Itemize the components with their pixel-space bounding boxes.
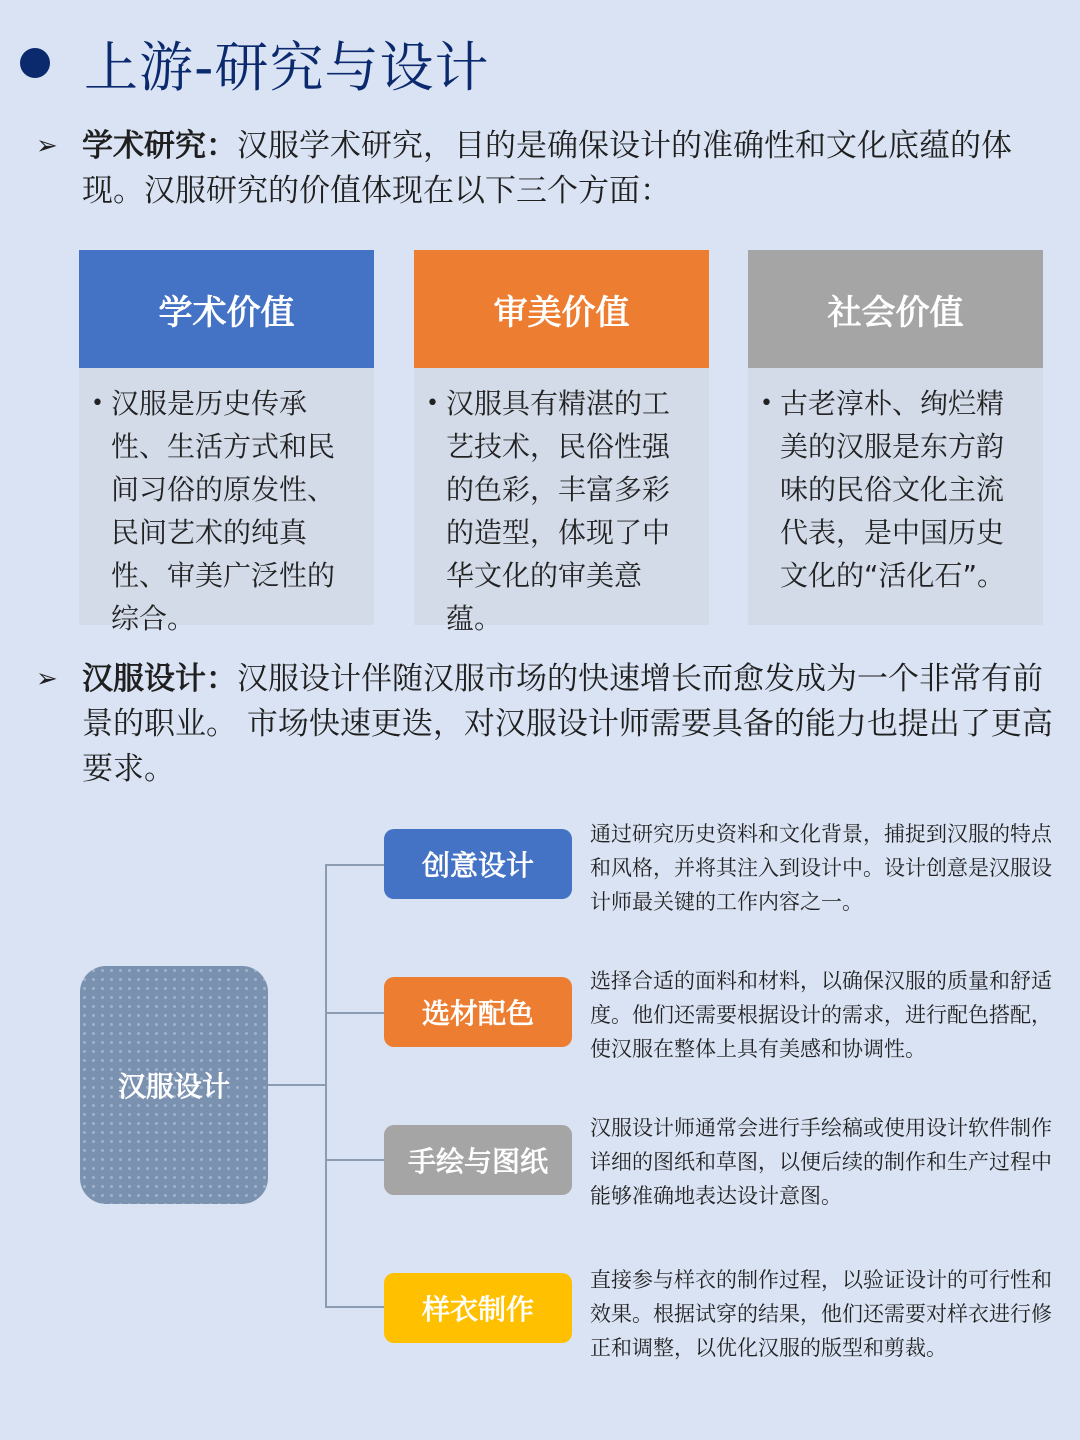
card-body-text: 汉服具有精湛的工艺技术，民俗性强的色彩，丰富多彩的造型，体现了中华文化的审美意蕴。	[446, 387, 671, 635]
branch-description: 汉服设计师通常会进行手绘稿或使用设计软件制作详细的图纸和草图，以便后续的制作和生产过程中能够准确地表达设计意图。	[590, 1116, 1052, 1208]
card-title: 学术价值	[79, 250, 374, 368]
connector-line	[325, 1012, 384, 1014]
section-text: 汉服学术研究，目的是确保设计的准确性和文化底蕴的体现。汉服研究的价值体现在以下三个方面：	[82, 128, 1012, 209]
arrow-bullet-icon: ➢	[36, 131, 58, 161]
value-card-social	[748, 250, 1043, 625]
section-lead: 汉服设计：	[82, 661, 237, 697]
arrow-bullet-icon: ➢	[36, 664, 58, 694]
connector-line	[325, 1306, 384, 1308]
connector-line	[268, 1084, 326, 1086]
value-card-aesthetic	[414, 250, 709, 635]
page-title: 上游-研究与设计	[84, 35, 490, 99]
value-card-academic	[79, 250, 374, 635]
bullet-dot-icon: •	[91, 391, 104, 416]
connector-line	[325, 864, 327, 1306]
card-title: 审美价值	[414, 250, 709, 368]
section-hanfu-design	[36, 657, 1066, 792]
section-text: 汉服设计伴随汉服市场的快速增长而愈发成为一个非常有前景的职业。 市场快速更迭，对汉服设计师需要具备的能力也提出了更高要求。	[82, 661, 1053, 787]
bullet-dot-icon: •	[760, 391, 773, 416]
branch-description: 通过研究历史资料和文化背景，捕捉到汉服的特点和风格，并将其注入到设计中。设计创意是汉服设计师最关键的工作内容之一。	[590, 822, 1052, 914]
branch-node-sample-making: 样衣制作	[384, 1273, 572, 1343]
connector-line	[325, 1159, 384, 1161]
branch-description: 选择合适的面料和材料，以确保汉服的质量和舒适度。他们还需要根据设计的需求，进行配色搭配，使汉服在整体上具有美感和协调性。	[590, 969, 1052, 1061]
title-bullet-icon	[20, 48, 50, 78]
branch-node-drawings: 手绘与图纸	[384, 1125, 572, 1195]
branch-node-material-color: 选材配色	[384, 977, 572, 1047]
page-header	[20, 28, 490, 98]
card-body-text: 古老淳朴、绚烂精美的汉服是东方韵味的民俗文化主流代表，是中国历史文化的“活化石”。	[780, 387, 1006, 592]
section-academic-research	[36, 124, 1066, 214]
bullet-dot-icon: •	[426, 391, 439, 416]
design-tree-diagram	[0, 800, 1080, 1420]
branch-node-creative-design: 创意设计	[384, 829, 572, 899]
connector-line	[325, 864, 384, 866]
card-body-text: 汉服是历史传承性、生活方式和民间习俗的原发性、民间艺术的纯真性、审美广泛性的综合。	[111, 387, 336, 635]
section-lead: 学术研究：	[82, 128, 237, 164]
card-title: 社会价值	[748, 250, 1043, 368]
root-node: 汉服设计	[80, 966, 268, 1204]
branch-description: 直接参与样衣的制作过程，以验证设计的可行性和效果。根据试穿的结果，他们还需要对样衣进行修正和调整，以优化汉服的版型和剪裁。	[590, 1268, 1052, 1360]
